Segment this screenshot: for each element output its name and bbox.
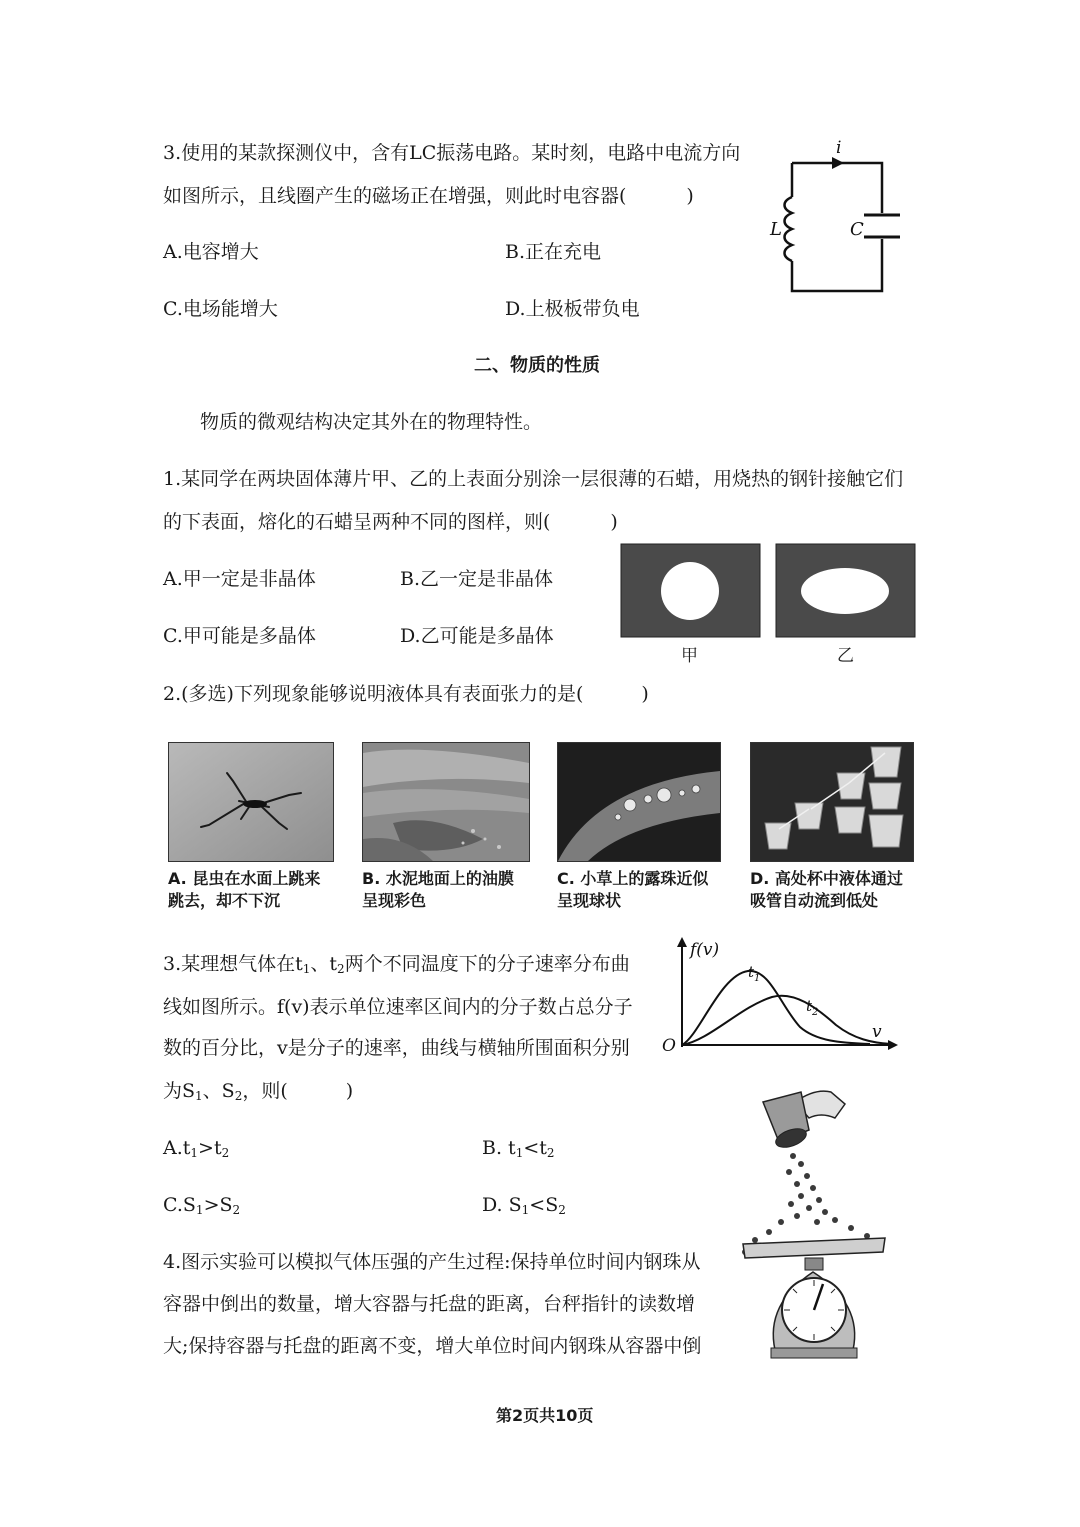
scale-steel-balls-figure bbox=[735, 1082, 895, 1367]
curve-t1-label: $t_1$ bbox=[748, 963, 761, 984]
inductor-coil bbox=[785, 197, 793, 261]
capacitor-label: C bbox=[850, 219, 864, 240]
inductor-label: L bbox=[770, 219, 782, 240]
page-footer: 第2页共10页 bbox=[496, 1406, 594, 1425]
q3-lc-line2: 如图所示，且线圈产生的磁场正在增强，则此时电容器( ) bbox=[163, 185, 694, 207]
y-arrow-icon bbox=[677, 937, 687, 947]
caption-d: D. 高处杯中液体通过 吸管自动流到低处 bbox=[750, 869, 903, 910]
q3-lc-option-a: A.电容增大 bbox=[163, 241, 259, 263]
q3-gas-option-d: D. $S_1<S_2$ bbox=[482, 1194, 566, 1217]
q3-gas-line1: 3.某理想气体在$t_1$、$t_2$两个不同温度下的分子速率分布曲 bbox=[163, 953, 630, 976]
plate-yi-label: 乙 bbox=[837, 646, 854, 666]
photo-dew-drops bbox=[557, 742, 721, 862]
caption-b: B. 水泥地面上的油膜 呈现彩色 bbox=[362, 869, 514, 910]
q3-gas-option-b: B. $t_1<t_2$ bbox=[482, 1137, 555, 1160]
q4-pressure-line2: 容器中倒出的数量，增大容器与托盘的距离，台秤指针的读数增 bbox=[163, 1293, 696, 1315]
q1-wax-line1: 1.某同学在两块固体薄片甲、乙的上表面分别涂一层很薄的石蜡，用烧热的钢针接触它们 bbox=[163, 468, 904, 490]
photo-cups-siphon bbox=[750, 742, 914, 862]
q4-pressure-line1: 4.图示实验可以模拟气体压强的产生过程:保持单位时间内钢珠从 bbox=[163, 1251, 701, 1273]
wax-circle bbox=[661, 562, 719, 620]
q3-gas-option-c: $C.S_1>S_2$ bbox=[163, 1194, 241, 1217]
q1-wax-option-b: B.乙一定是非晶体 bbox=[400, 568, 554, 590]
photo-oil-film bbox=[362, 742, 530, 862]
speed-distribution-graph bbox=[660, 935, 900, 1055]
q3-lc-option-b: B.正在充电 bbox=[505, 241, 602, 263]
plate-jia-label: 甲 bbox=[681, 646, 698, 666]
wax-ellipse bbox=[801, 568, 889, 614]
q2-tension-line1: 2.(多选)下列现象能够说明液体具有表面张力的是( ) bbox=[163, 683, 649, 705]
graph-y-label: f(v) bbox=[690, 940, 720, 960]
graph-x-label: v bbox=[872, 1022, 882, 1042]
graph-origin: O bbox=[662, 1036, 676, 1055]
photo-insect-on-water bbox=[168, 742, 334, 862]
wax-pattern-figure bbox=[620, 543, 916, 668]
caption-a: A. 昆虫在水面上跳来 跳去，却不下沉 bbox=[168, 869, 321, 910]
q3-gas-line2: 线如图所示。f(v)表示单位速率区间内的分子数占总分子 bbox=[163, 996, 633, 1018]
curve-t2-label: $t_2$ bbox=[806, 997, 819, 1018]
q1-wax-option-a: A.甲一定是非晶体 bbox=[163, 568, 316, 590]
q3-lc-option-d: D.上极板带负电 bbox=[505, 298, 640, 320]
scale-tray bbox=[743, 1238, 885, 1258]
caption-c: C. 小草上的露珠近似 呈现球状 bbox=[557, 869, 709, 910]
q3-gas-line3: 数的百分比，v是分子的速率，曲线与横轴所围面积分别 bbox=[163, 1037, 630, 1059]
q3-lc-line1: 3.使用的某款探测仪中，含有LC振荡电路。某时刻，电路中电流方向 bbox=[163, 142, 741, 164]
q3-gas-line4: 为$S_1$、$S_2$，则( ) bbox=[163, 1080, 354, 1103]
q3-lc-option-c: C.电场能增大 bbox=[163, 298, 278, 320]
x-arrow-icon bbox=[888, 1040, 898, 1050]
q1-wax-option-c: C.甲可能是多晶体 bbox=[163, 625, 316, 647]
q1-wax-line2: 的下表面，熔化的石蜡呈两种不同的图样，则( ) bbox=[163, 511, 618, 533]
q1-wax-option-d: D.乙可能是多晶体 bbox=[400, 625, 554, 647]
lc-circuit-diagram bbox=[760, 135, 910, 300]
q3-gas-option-a: $A.t_1>t_2$ bbox=[163, 1137, 230, 1160]
current-label: i bbox=[836, 138, 842, 158]
section-title: 二、物质的性质 bbox=[474, 355, 600, 376]
q4-pressure-line3: 大;保持容器与托盘的距离不变，增大单位时间内钢珠从容器中倒 bbox=[163, 1335, 702, 1357]
section-intro: 物质的微观结构决定其外在的物理特性。 bbox=[200, 411, 543, 433]
current-arrow-icon bbox=[832, 157, 844, 169]
